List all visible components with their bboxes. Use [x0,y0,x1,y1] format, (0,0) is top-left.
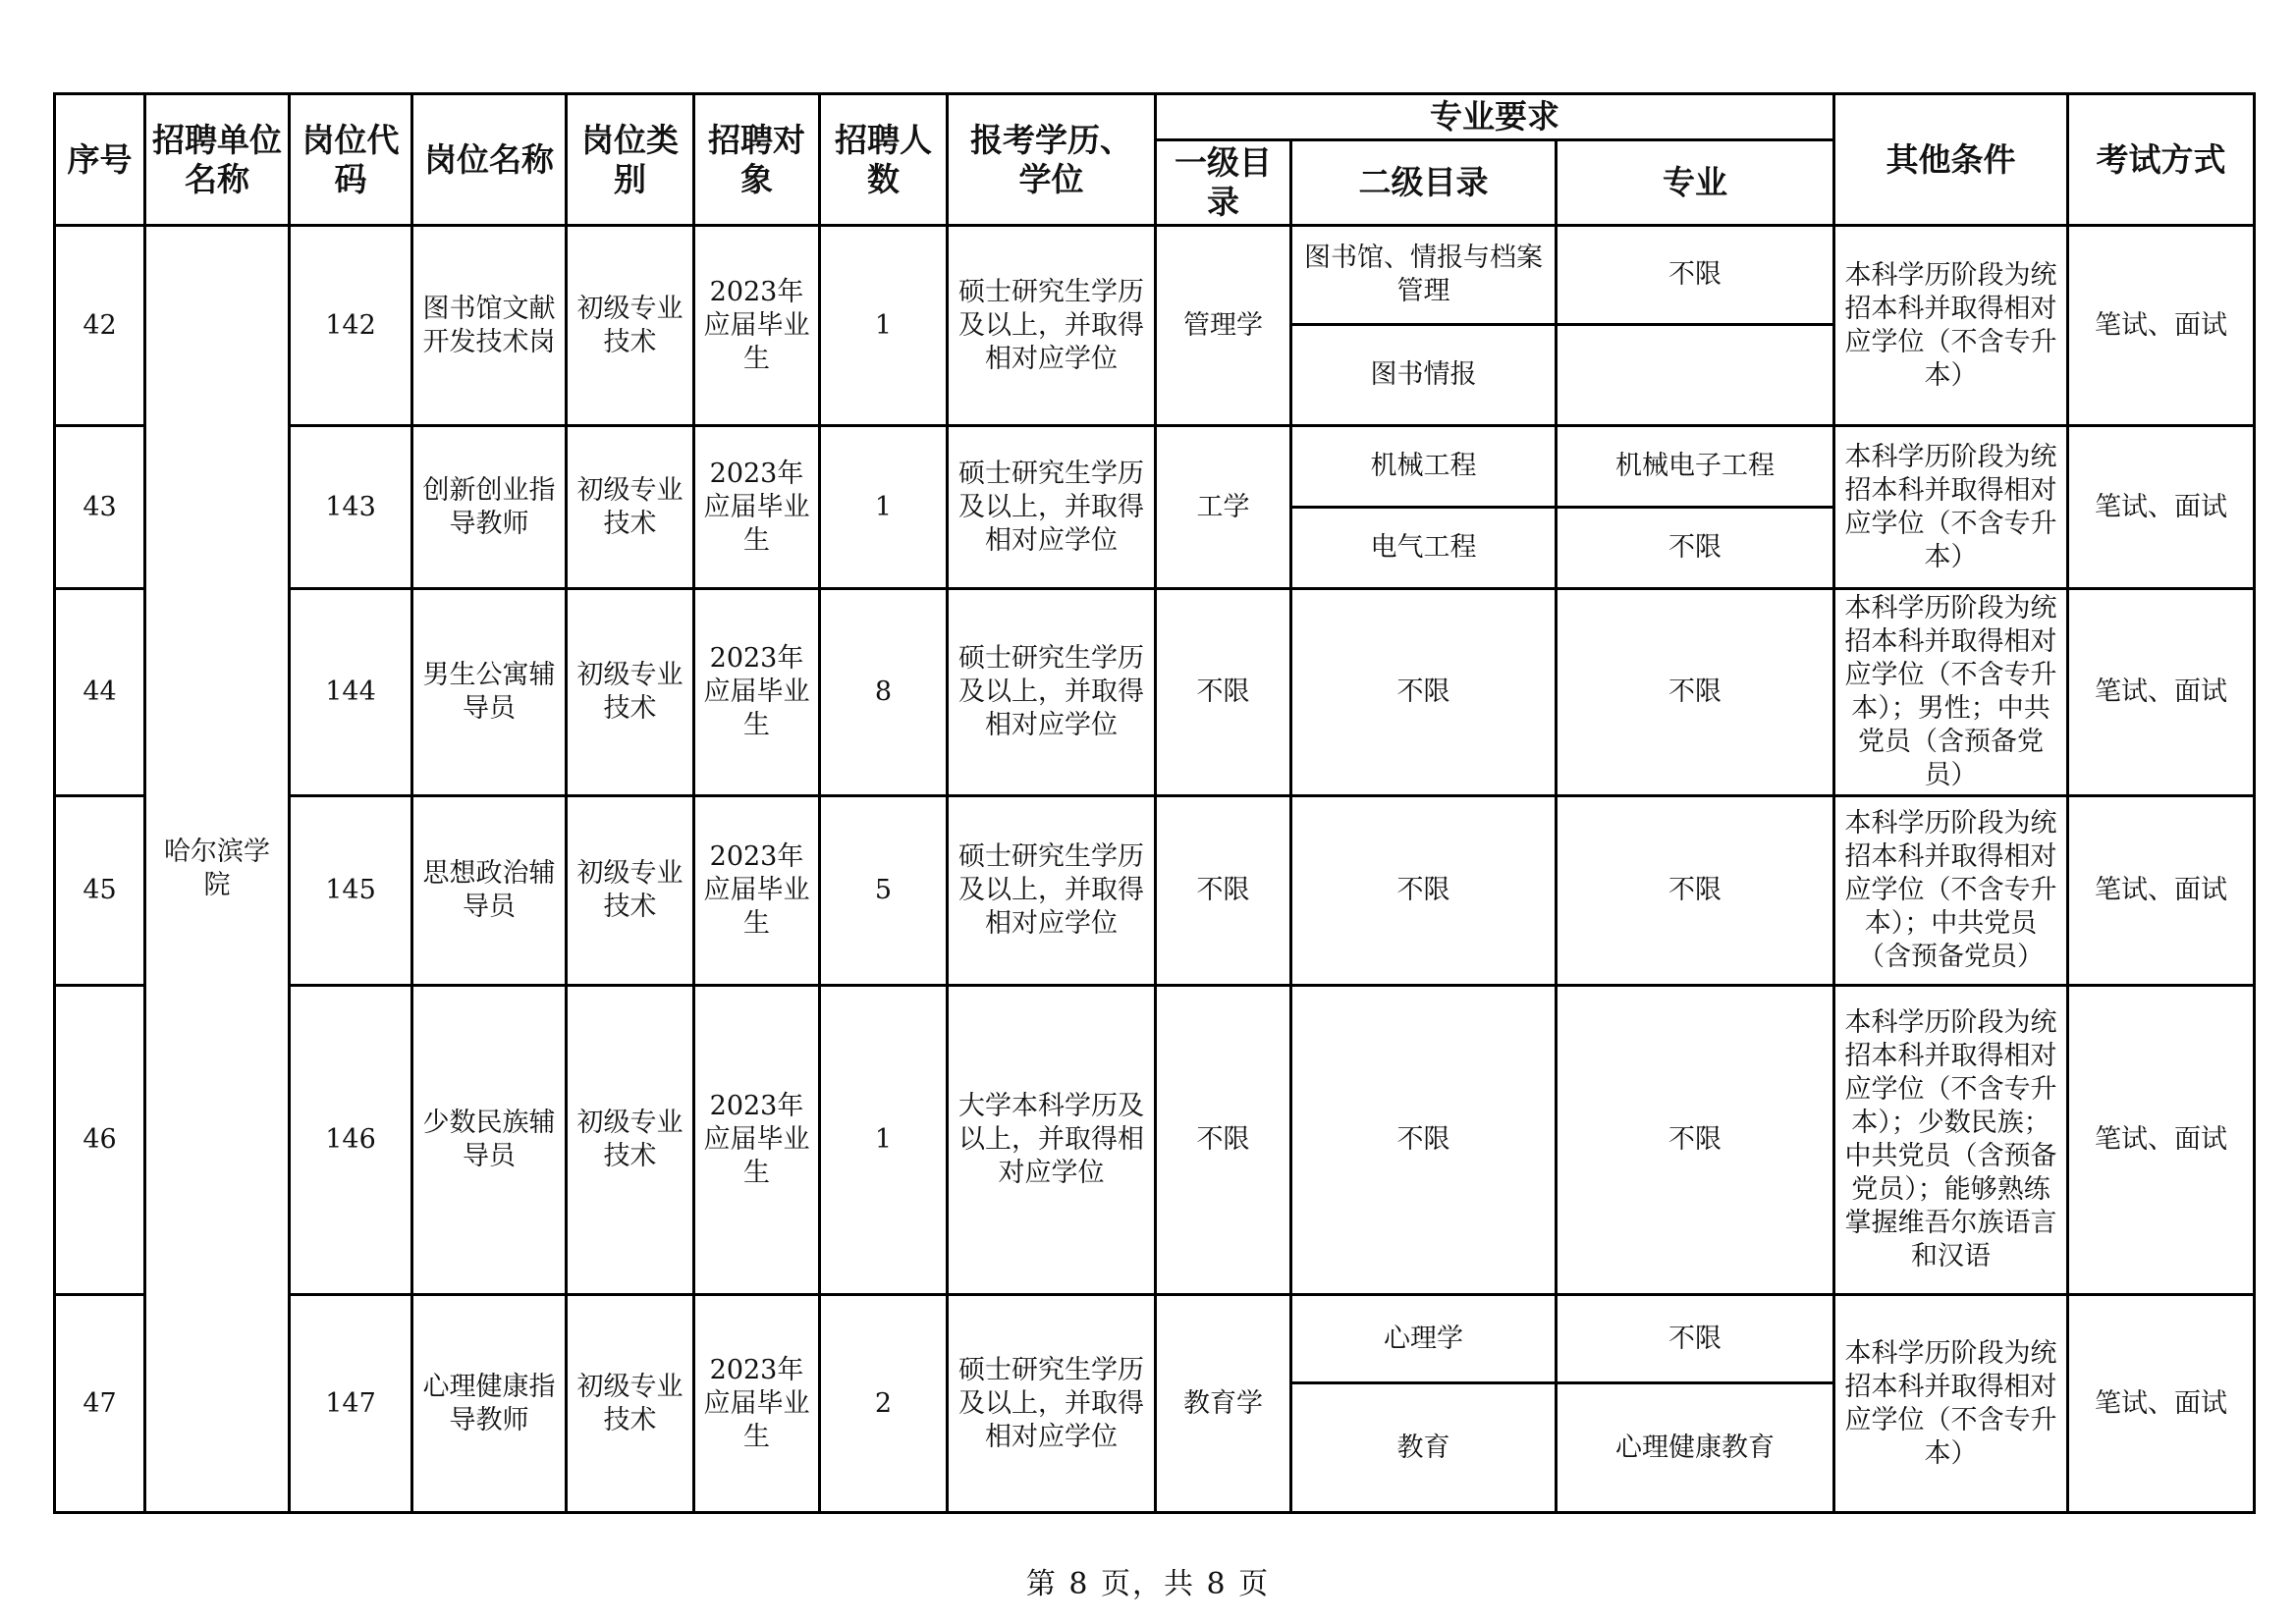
cell-major: 不限 [1557,986,1834,1295]
cell-count: 1 [820,986,948,1295]
cell-level2: 图书情报 [1291,325,1557,426]
cell-edu: 硕士研究生学历及以上，并取得相对应学位 [948,589,1156,796]
cell-other: 本科学历阶段为统招本科并取得相对应学位（不含专升本）；中共党员（含预备党员） [1834,796,2068,986]
cell-edu: 硕士研究生学历及以上，并取得相对应学位 [948,226,1156,426]
cell-post-name: 男生公寓辅导员 [412,589,567,796]
cell-seq: 42 [55,226,145,426]
cell-exam: 笔试、面试 [2068,986,2255,1295]
cell-major: 不限 [1557,226,1834,325]
cell-major: 不限 [1557,589,1834,796]
cell-level1: 不限 [1156,796,1291,986]
cell-post-name: 创新创业指导教师 [412,426,567,589]
header-name: 岗位名称 [412,94,567,226]
cell-level1: 管理学 [1156,226,1291,426]
header-seq: 序号 [55,94,145,226]
cell-edu: 大学本科学历及以上，并取得相对应学位 [948,986,1156,1295]
cell-exam: 笔试、面试 [2068,796,2255,986]
cell-exam: 笔试、面试 [2068,589,2255,796]
cell-code: 146 [290,986,412,1295]
cell-level2: 心理学 [1291,1295,1557,1383]
cell-other: 本科学历阶段为统招本科并取得相对应学位（不含专升本） [1834,426,2068,589]
cell-level2: 不限 [1291,589,1557,796]
cell-count: 2 [820,1295,948,1513]
cell-code: 145 [290,796,412,986]
cell-target: 2023年应届毕业生 [694,1295,820,1513]
cell-target: 2023年应届毕业生 [694,426,820,589]
cell-post-name: 思想政治辅导员 [412,796,567,986]
header-other: 其他条件 [1834,94,2068,226]
cell-edu: 硕士研究生学历及以上，并取得相对应学位 [948,796,1156,986]
cell-major [1557,325,1834,426]
cell-unit-name: 哈尔滨学院 [145,226,290,1513]
header-code: 岗位代码 [290,94,412,226]
cell-post-name: 心理健康指导教师 [412,1295,567,1513]
cell-type: 初级专业技术 [567,986,694,1295]
cell-seq: 44 [55,589,145,796]
cell-level1: 不限 [1156,986,1291,1295]
cell-edu: 硕士研究生学历及以上，并取得相对应学位 [948,1295,1156,1513]
cell-level2: 图书馆、情报与档案管理 [1291,226,1557,325]
cell-exam: 笔试、面试 [2068,226,2255,426]
header-count: 招聘人数 [820,94,948,226]
cell-exam: 笔试、面试 [2068,426,2255,589]
cell-target: 2023年应届毕业生 [694,226,820,426]
header-major-req: 专业要求 [1156,94,1834,140]
cell-count: 5 [820,796,948,986]
cell-count: 8 [820,589,948,796]
cell-code: 143 [290,426,412,589]
cell-post-name: 图书馆文献开发技术岗 [412,226,567,426]
cell-code: 147 [290,1295,412,1513]
cell-level2: 电气工程 [1291,508,1557,589]
cell-exam: 笔试、面试 [2068,1295,2255,1513]
header-target: 招聘对象 [694,94,820,226]
cell-target: 2023年应届毕业生 [694,796,820,986]
header-exam: 考试方式 [2068,94,2255,226]
cell-code: 142 [290,226,412,426]
cell-other: 本科学历阶段为统招本科并取得相对应学位（不含专升本）；男性；中共党员（含预备党员） [1834,589,2068,796]
cell-edu: 硕士研究生学历及以上，并取得相对应学位 [948,426,1156,589]
cell-type: 初级专业技术 [567,796,694,986]
cell-major: 不限 [1557,508,1834,589]
header-edu: 报考学历、学位 [948,94,1156,226]
cell-level2: 不限 [1291,796,1557,986]
header-level2: 二级目录 [1291,140,1557,226]
cell-count: 1 [820,226,948,426]
cell-major: 心理健康教育 [1557,1383,1834,1513]
cell-other: 本科学历阶段为统招本科并取得相对应学位（不含专升本） [1834,1295,2068,1513]
cell-count: 1 [820,426,948,589]
cell-level2: 不限 [1291,986,1557,1295]
cell-seq: 46 [55,986,145,1295]
cell-major: 不限 [1557,1295,1834,1383]
cell-target: 2023年应届毕业生 [694,589,820,796]
cell-type: 初级专业技术 [567,1295,694,1513]
recruitment-table [53,92,2256,1514]
cell-other: 本科学历阶段为统招本科并取得相对应学位（不含专升本） [1834,226,2068,426]
cell-level1: 教育学 [1156,1295,1291,1513]
cell-level1: 工学 [1156,426,1291,589]
cell-level2: 机械工程 [1291,426,1557,508]
cell-type: 初级专业技术 [567,426,694,589]
cell-major: 不限 [1557,796,1834,986]
cell-type: 初级专业技术 [567,589,694,796]
cell-other: 本科学历阶段为统招本科并取得相对应学位（不含专升本）；少数民族；中共党员（含预备党员）；能够熟练掌握维吾尔族语言和汉语 [1834,986,2068,1295]
cell-target: 2023年应届毕业生 [694,986,820,1295]
cell-type: 初级专业技术 [567,226,694,426]
header-type: 岗位类别 [567,94,694,226]
cell-seq: 47 [55,1295,145,1513]
cell-post-name: 少数民族辅导员 [412,986,567,1295]
cell-seq: 45 [55,796,145,986]
cell-level2: 教育 [1291,1383,1557,1513]
page-footer: 第 8 页，共 8 页 [1025,1567,1271,1601]
cell-code: 144 [290,589,412,796]
header-major: 专业 [1557,140,1834,226]
cell-major: 机械电子工程 [1557,426,1834,508]
header-unit: 招聘单位名称 [145,94,290,226]
cell-level1: 不限 [1156,589,1291,796]
cell-seq: 43 [55,426,145,589]
header-level1: 一级目录 [1156,140,1291,226]
